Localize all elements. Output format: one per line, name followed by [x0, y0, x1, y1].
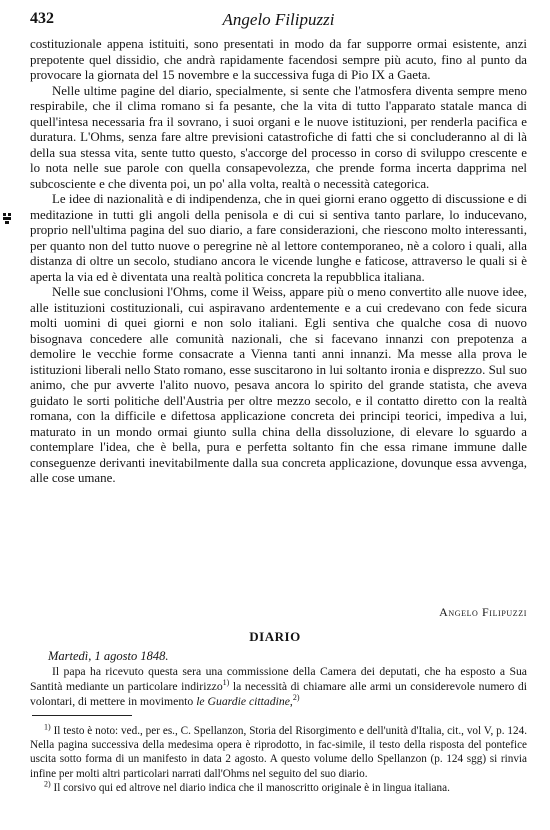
footnote-ref-2: 2) [292, 693, 300, 703]
paragraph-1: costituzionale appena istituiti, sono presentati in modo da far supporre ormai esistente, anzi prepotente quel dissidio, che andrà rapidamente facendosi sempre più acuto, fino al punto da provocare la giornata del 15 novembre e la successiva fuga di Pio IX a Gaeta. [30, 37, 527, 82]
paragraph-4: Nelle sue conclusioni l'Ohms, come il Weiss, appare più o meno convertito alle nuove idee, alle istituzioni costituzionali, cui aspiravano ardentemente e a cui credevano con fede sicura molti uomini di quei giorni e non solo italiani. Egli sentiva che qualche cosa di nuovo bisognava concedere alle comunità nazionali, che si facevano innanzi con prepotenza a demolire le vecchie forme consacrate a Vienna tanti anni innanzi. Ma messe alla prova le istituzioni liberali nello Stato romano, esse suscitarono in lui soltanto ironia e disprezzo. Sul suo animo, che pur avverte l'alito nuovo, pesava ancora lo spirito del grande statista, che aveva guidato le sorti politiche dell'Austria per oltre mezzo secolo, e il contatto diretto con la realtà romana, con la difficile e difettosa applicazione concreta dei principi teorici, impediva a lui, maturato in un mondo ormai giunto sulla china della dissoluzione, di elevare lo sguardo a contemplare l'idea, che è bella, pura e perfetta soltanto fin che essa rimane immune dalle conseguenze derivanti inevitabilmente dalla sua concreta applicazione, dovunque essa avvenga, alle cose umane. [30, 285, 527, 485]
diary-text-1: Il papa ha ricevuto questa sera una commissione della Camera dei deputati, che ha esposto a Sua Santità mediante un particolare indirizzo [30, 665, 527, 693]
diary-text-3: , [289, 695, 293, 708]
diary-italic-phrase: le Guardie cittadine [196, 695, 290, 708]
footnote-rule [32, 715, 132, 716]
page-header [30, 10, 527, 32]
margin-mark-icon [3, 213, 13, 225]
diary-text-2: la necessità di chiamare alle armi un considerevole numero di volontari, di mettere in movimento [30, 680, 527, 708]
footnotes [30, 724, 527, 795]
paragraph-2: Nelle ultime pagine del diario, specialmente, si sente che l'atmosfera diventa sempre meno respirabile, che il clima romano si fa pesante, che la vita di tutto l'apparato statale manca di quell'intesa necessaria fra il sovrano, i suoi organi e le nuove istituzioni, per renderla pacifica e duratura. L'Ohms, senza fare altre previsioni catastrofiche di fatti che si concluderanno al di là della sua stessa vita, sente tutto questo, s'accorge del processo in corso di sviluppo crescente e lo nota nelle sue parole con quella consapevolezza, che prende forma incerta dapprima nel subcosciente e che diventa poi, un po' alla volta, realtà o necessità categorica. [30, 83, 527, 191]
footnote-2-mark: 2) [44, 779, 51, 789]
essay-body [30, 37, 527, 487]
diary-paragraph [30, 664, 527, 709]
section-title: DIARIO [249, 629, 301, 644]
author-signature: Angelo Filipuzzi [439, 605, 527, 619]
footnote-1 [30, 724, 527, 781]
page-number: 432 [30, 10, 54, 27]
diary-dateline: Martedì, 1 agosto 1848. [48, 649, 169, 663]
footnote-2 [30, 781, 527, 795]
footnote-ref-1: 1) [222, 678, 230, 688]
diary-entry [30, 664, 527, 709]
footnote-1-mark: 1) [44, 722, 51, 732]
running-head: Angelo Filipuzzi [222, 10, 335, 29]
footnote-1-text: Il testo è noto: ved., per es., C. Spellanzon, Storia del Risorgimento e dell'unità d'Italia, cit., vol V, p. 124. Nella pagina successiva della medesima opera è riprodotto, in fac-simile, il testo della risposta del pontefice uscita sotto forma di un manifesto in data 2 agosto. A questo volume dello Spellanzon (p. 124 sgg) si rinvia infine per molti altri particolari narrati dall'Ohms nel seguito del suo diario. [30, 725, 527, 780]
footnote-2-text: Il corsivo qui ed altrove nel diario indica che il manoscritto originale è in lingua italiana. [53, 781, 450, 794]
paragraph-3: Le idee di nazionalità e di indipendenza, che in quei giorni erano oggetto di discussione e di meditazione in tutti gli angoli della penisola e di cui si sentiva tanto parlare, lo inducevano, proprio nell'ultima pagina del suo diario, a fare considerazioni, che riescono molto interessanti, per quanto non del tutto nuove o peregrine nè al lettore contemporaneo, nè a coloro i quali, alla distanza di oltre un secolo, studiano ancora le vicende lunghe e faticose, attraverso le quali si è aperta la via ed è diventata una realtà politica concreta la repubblica italiana. [30, 192, 527, 284]
